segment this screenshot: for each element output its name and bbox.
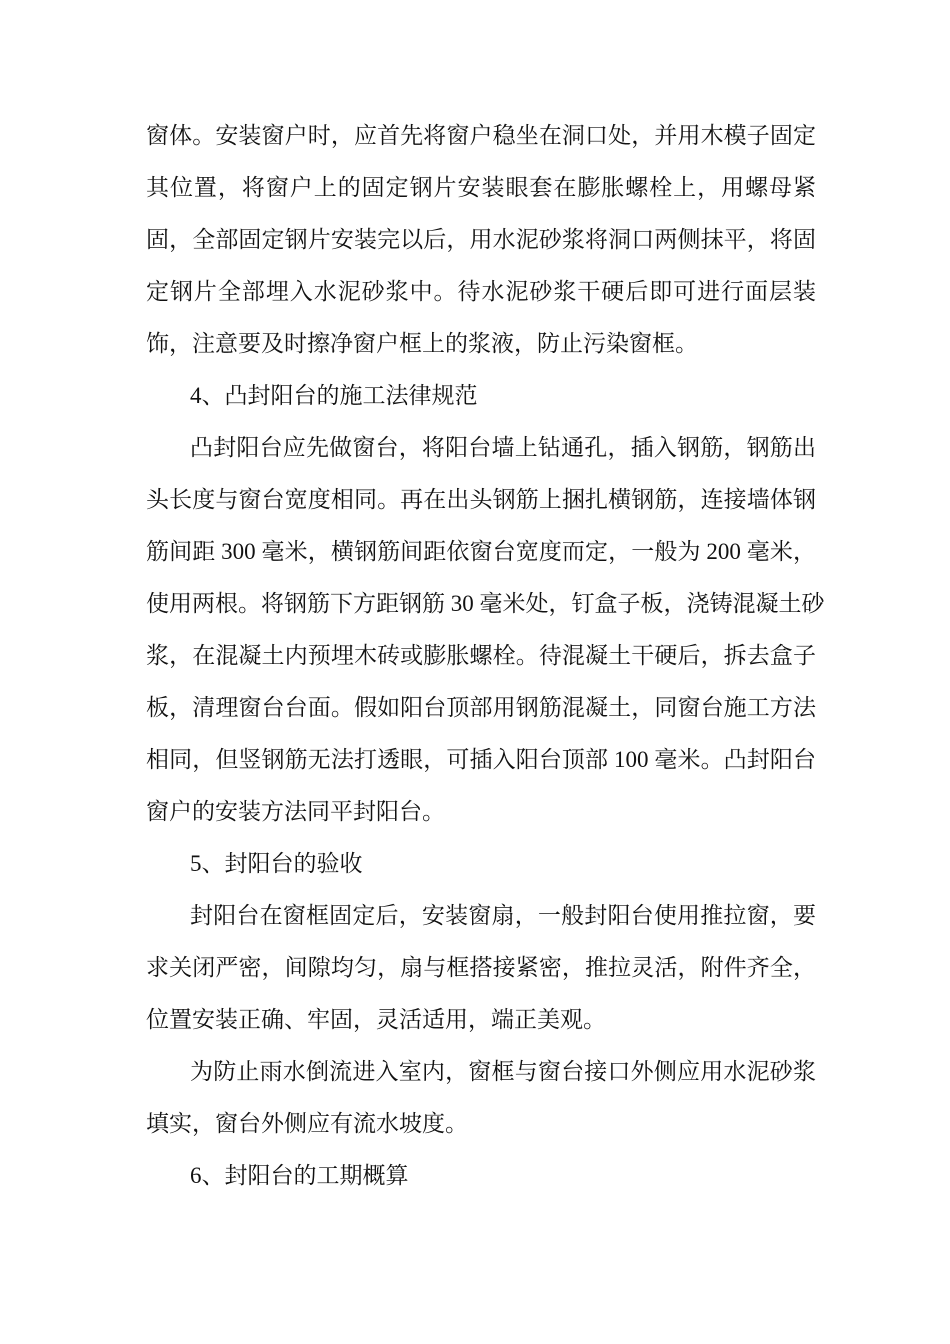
paragraph-line: 求关闭严密，间隙均匀，扇与框搭接紧密，推拉灵活，附件齐全， bbox=[146, 955, 816, 980]
paragraph-line: 位置安装正确、牢固，灵活适用，端正美观。 bbox=[146, 1007, 606, 1032]
paragraph-line: 封阳台在窗框固定后，安装窗扇，一般封阳台使用推拉窗，要 bbox=[190, 903, 816, 928]
paragraph-line: 相同，但竖钢筋无法打透眼，可插入阳台顶部 100 毫米。凸封阳台 bbox=[146, 747, 816, 772]
paragraph-line: 为防止雨水倒流进入室内，窗框与窗台接口外侧应用水泥砂浆 bbox=[190, 1059, 816, 1084]
section-heading: 4、凸封阳台的施工法律规范 bbox=[190, 383, 478, 408]
paragraph-line: 使用两根。将钢筋下方距钢筋 30 毫米处，钉盒子板，浇铸混凝土砂 bbox=[146, 591, 825, 616]
paragraph-line: 板，清理窗台台面。假如阳台顶部用钢筋混凝土，同窗台施工方法 bbox=[146, 695, 816, 720]
paragraph-line: 窗户的安装方法同平封阳台。 bbox=[146, 799, 445, 824]
paragraph-line: 定钢片全部埋入水泥砂浆中。待水泥砂浆干硬后即可进行面层装 bbox=[146, 279, 816, 304]
paragraph-line: 筋间距 300 毫米，横钢筋间距依窗台宽度而定，一般为 200 毫米， bbox=[146, 539, 816, 564]
paragraph-line: 饰，注意要及时擦净窗户框上的浆液，防止污染窗框。 bbox=[146, 331, 698, 356]
paragraph-line: 窗体。安装窗户时，应首先将窗户稳坐在洞口处，并用木模子固定 bbox=[146, 123, 816, 148]
section-heading: 5、封阳台的验收 bbox=[190, 851, 363, 876]
paragraph-line: 填实，窗台外侧应有流水坡度。 bbox=[146, 1111, 468, 1136]
paragraph-line: 浆，在混凝土内预埋木砖或膨胀螺栓。待混凝土干硬后，拆去盒子 bbox=[146, 643, 816, 668]
section-heading: 6、封阳台的工期概算 bbox=[190, 1163, 409, 1188]
paragraph-line: 头长度与窗台宽度相同。再在出头钢筋上捆扎横钢筋，连接墙体钢 bbox=[146, 487, 816, 512]
paragraph-line: 其位置，将窗户上的固定钢片安装眼套在膨胀螺栓上，用螺母紧 bbox=[146, 175, 816, 200]
paragraph-line: 固，全部固定钢片安装完以后，用水泥砂浆将洞口两侧抹平，将固 bbox=[146, 227, 816, 252]
paragraph-line: 凸封阳台应先做窗台，将阳台墙上钻通孔，插入钢筋，钢筋出 bbox=[190, 435, 816, 460]
